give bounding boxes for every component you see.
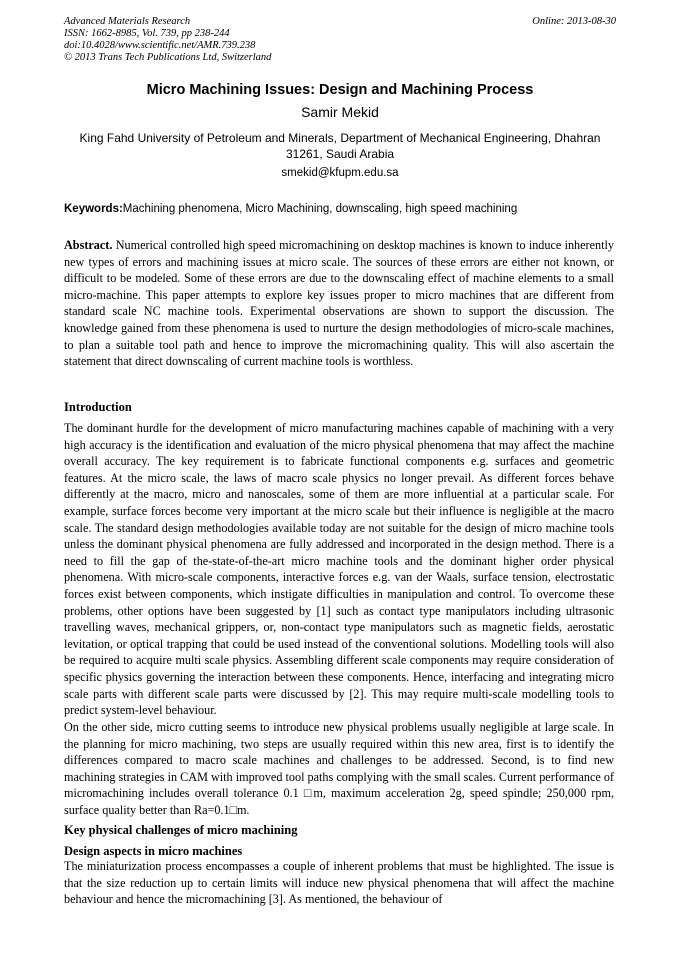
issn-line: ISSN: 1662-8985, Vol. 739, pp 238-244 bbox=[64, 28, 230, 39]
copyright-line: © 2013 Trans Tech Publications Ltd, Switzerland bbox=[64, 52, 272, 63]
introduction-heading: Introduction bbox=[64, 400, 132, 414]
author-email: smekid@kfupm.edu.sa bbox=[281, 167, 399, 179]
journal-name: Advanced Materials Research bbox=[64, 16, 191, 27]
journal-header bbox=[64, 16, 616, 64]
doi-line: doi:10.4028/www.scientific.net/AMR.739.238 bbox=[64, 40, 256, 51]
abstract-text: Numerical controlled high speed micromachining on desktop machines is known to induce inherently new types of errors and machining issues at micro scale. The sources of these errors are either not known, or difficult to be modeled. Some of these errors are due to the downscaling effect of machine elements to a small micro-machine. This paper attempts to explore key issues proper to micro machines that are different from standard scale NC machine tools. Experimental observations are shown to support the discussion. The knowledge gained from these phenomena is used to nurture the design methodologies of micro-scale machines, to plan a suitable tool path and hence to improve the micromachining quality. This will also ascertain the statement that direct downscaling of current machine tools is worthless. bbox=[64, 238, 614, 369]
keywords bbox=[64, 201, 620, 217]
author-name: Samir Mekid bbox=[301, 104, 379, 120]
keywords-text: Machining phenomena, Micro Machining, downscaling, high speed machining bbox=[122, 203, 518, 215]
section-heading-challenges: Key physical challenges of micro machining bbox=[64, 823, 298, 837]
introduction-paragraph-2: On the other side, micro cutting seems to introduce new physical problems usually negligible at large scale. In the planning for micro machining, two steps are usually required within this new area, first is to identify the differences compared to macro scale machines and challenges to be addressed. Second, is to find new machining strategies in CAM with improved tool paths complying with the small scales. Current performance of micromachining includes overall tolerance 0.1 □m, maximum acceleration 2g, speed spindle; 250,000 rpm, surface quality better than Ra=0.1□m. bbox=[64, 720, 614, 817]
keywords-label: Keywords: bbox=[64, 203, 123, 215]
subsection-heading-design: Design aspects in micro machines bbox=[64, 844, 243, 858]
author-affiliation: King Fahd University of Petroleum and Minerals, Department of Mechanical Engineering, Dhahran 31261, Saudi Arabia bbox=[79, 131, 601, 161]
abstract-label: Abstract. bbox=[64, 238, 113, 252]
paper-title: Micro Machining Issues: Design and Machining Process bbox=[146, 82, 534, 98]
introduction-paragraph-1: The dominant hurdle for the development of micro manufacturing machines capable of machining with a very high accuracy is the identification and evaluation of the micro physical phenomena that may affect the machine overall accuracy. The key requirement is to fabricate functional components e.g. surfaces and geometric features. At the micro scale, the laws of macro scale physics no longer prevail. As different forces behave differently at the macro, micro and nanoscales, some of them are more influential at a particular scale. For example, surface forces become very important at the micro scale but their influence is negligible at the macro scale. The standard design methodologies available today are not suitable for the design of micro machine tools unless the dominant physical phenomena are fully addressed and incorporated in the design method. There is a need to fill the gap of the-state-of-the-art micro machine tools and the dominant higher order physical phenomena. With micro-scale components, interactive forces e.g. van der Waals, surface tension, electrostatic forces exist between components, which instigate difficulties in manipulation and control. To overcome these problems, other options have been suggested by [1] such as contact type manipulators including ultrasonic travelling waves, mechanical grippers, or, non-contact type manipulators such as magnetic fields, aerostatic levitation, or optical trapping that could be used instead of the conventional solutions. Modelling tools will also be required to acquire multi scale physics. Assembling different scale components may require consideration of specific physics governing the interaction between these components. Hence, interfacing and integrating micro scale parts with different scale parts were discussed by [2]. This may require multi-scale modelling tools to predict system-level behaviour. bbox=[64, 421, 614, 718]
online-date: Online: 2013-08-30 bbox=[532, 16, 616, 27]
abstract bbox=[64, 237, 614, 370]
section-paragraph-design: The miniaturization process encompasses a couple of inherent problems that must be highlighted. The issue is that the size reduction up to certain limits will induce new physical phenomena that will affect the machine behaviour and hence the micromachining [3]. As mentioned, the behaviour of bbox=[64, 859, 614, 907]
